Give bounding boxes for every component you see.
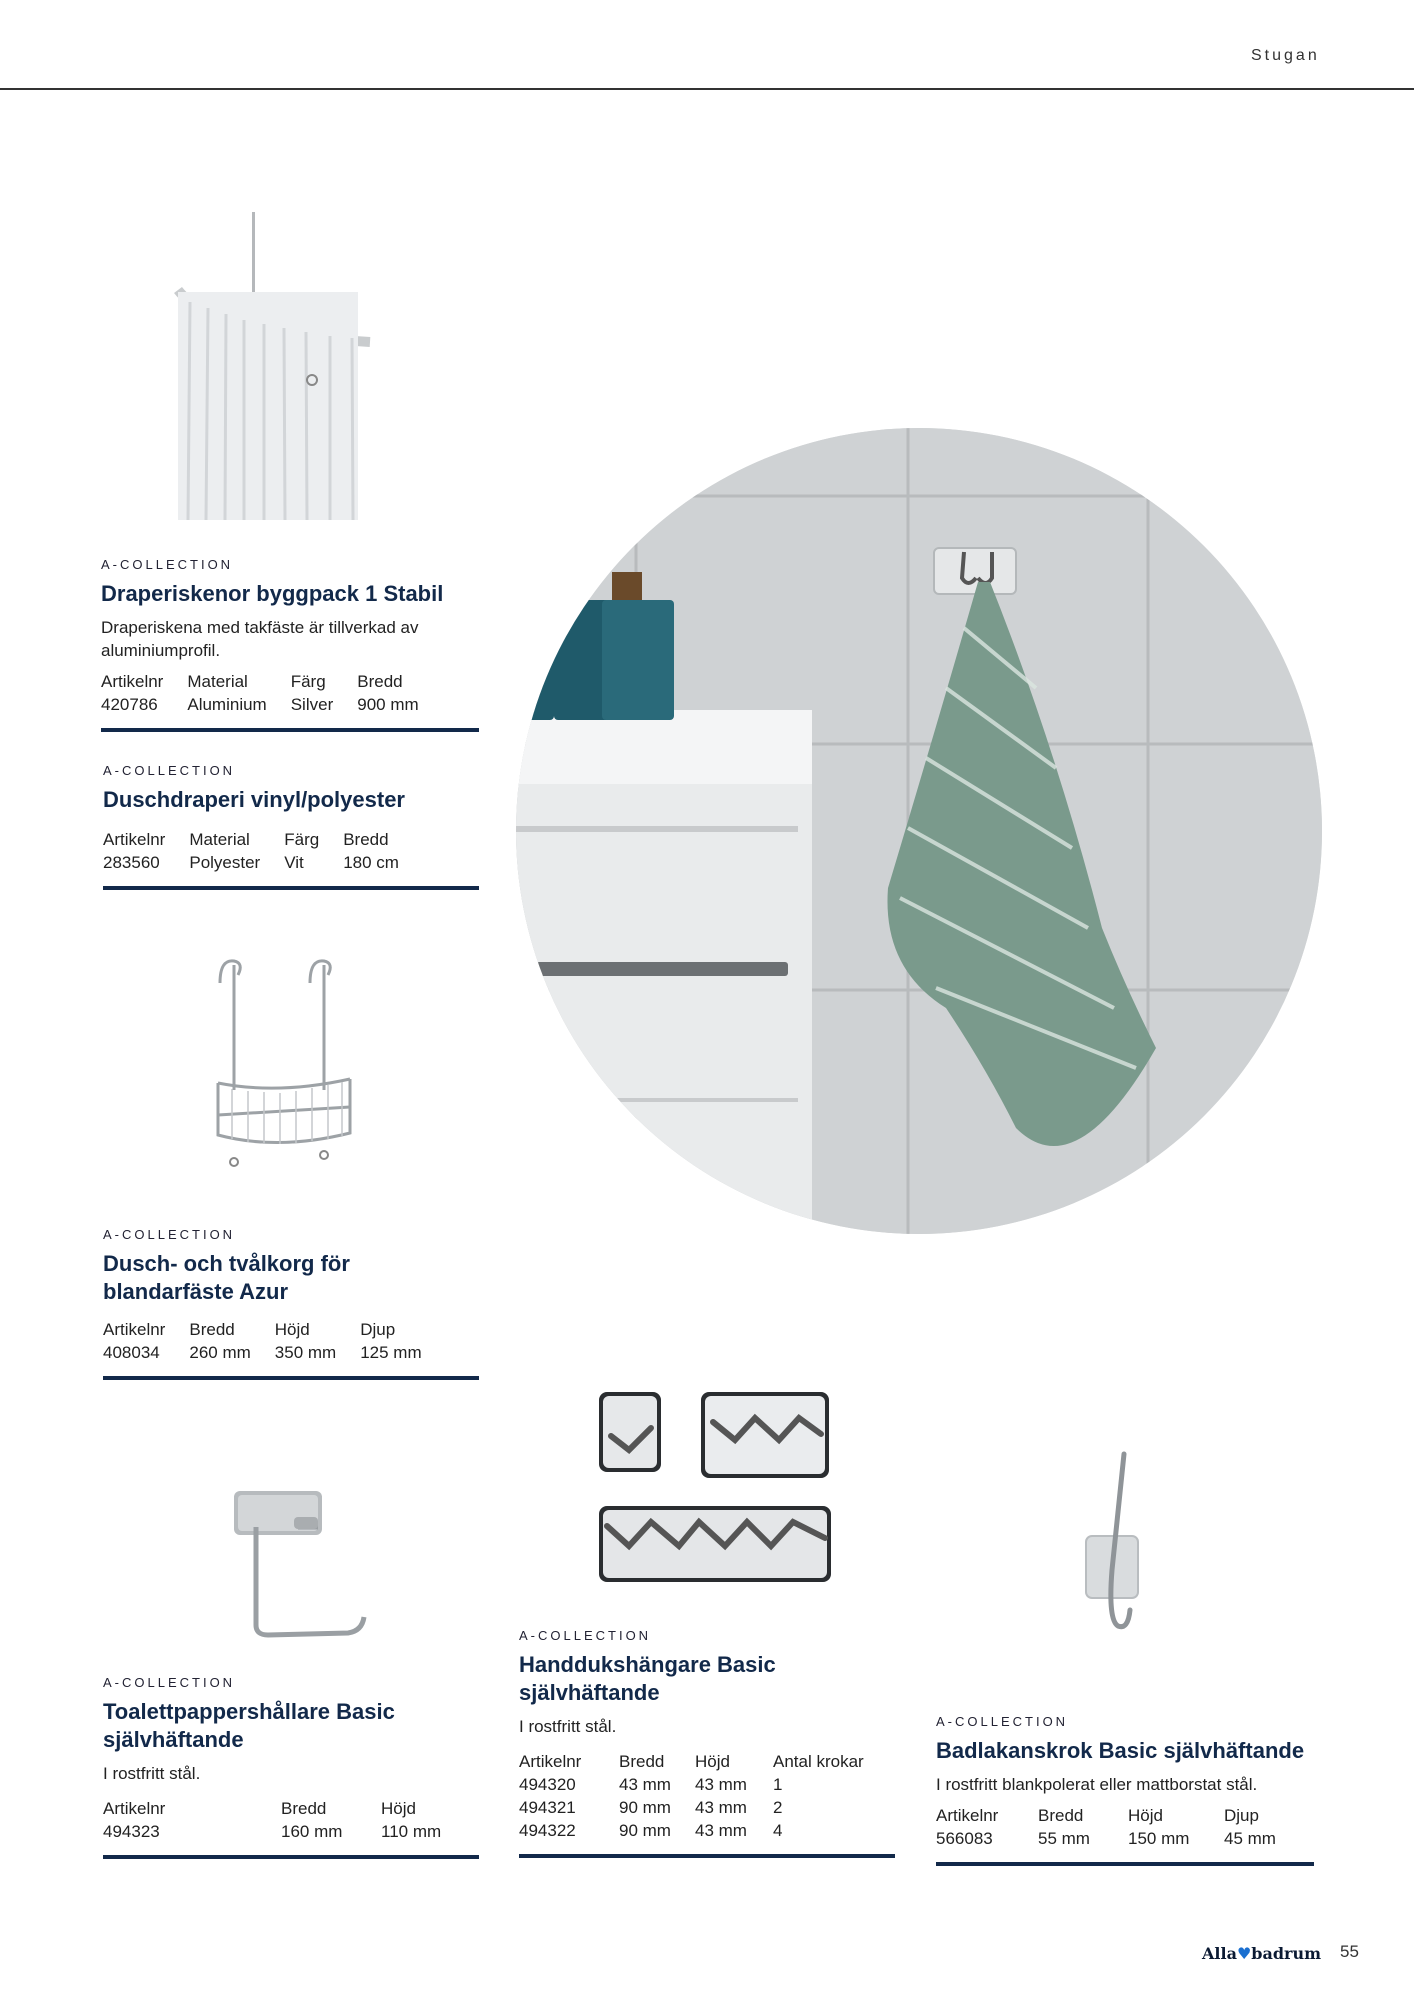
product-divider xyxy=(519,1854,895,1858)
spec-table xyxy=(103,1797,465,1843)
spec-cell: 494323 xyxy=(103,1822,160,1841)
spec-cell: 283560 xyxy=(103,853,160,872)
spec-cell: 494321 xyxy=(519,1798,576,1817)
product-title-line: självhäftande xyxy=(103,1727,244,1752)
spec-cell: 110 mm xyxy=(381,1822,442,1841)
table-row xyxy=(519,1796,888,1819)
spec-cell: 4 xyxy=(773,1821,783,1840)
product-bath-towel-hook xyxy=(936,1714,1314,1866)
spec-header: Artikelnr xyxy=(936,1806,999,1825)
product-title-line: Dusch- och tvålkorg för xyxy=(103,1251,350,1276)
brand-logo-text: badrum xyxy=(1251,1944,1322,1963)
table-row xyxy=(101,693,443,716)
table-row xyxy=(936,1827,1300,1850)
spec-header: Artikelnr xyxy=(103,1320,166,1339)
header-divider xyxy=(0,88,1414,90)
table-row xyxy=(519,1819,888,1842)
spec-header: Färg xyxy=(284,830,320,849)
spec-header: Bredd xyxy=(357,672,403,691)
spec-header: Bredd xyxy=(1038,1806,1084,1825)
bath-towel-hook-image xyxy=(1078,1450,1148,1635)
spec-header: Bredd xyxy=(619,1752,665,1771)
heart-icon: ♥ xyxy=(1236,1944,1252,1963)
spec-cell: 90 mm xyxy=(619,1798,671,1817)
spec-cell: 566083 xyxy=(936,1829,993,1848)
spec-cell: Aluminium xyxy=(187,695,267,714)
towel-hooks-image xyxy=(595,1388,845,1588)
spec-cell: Polyester xyxy=(189,853,261,872)
spec-table xyxy=(519,1750,888,1842)
spec-cell: 43 mm xyxy=(619,1775,671,1794)
product-description: I rostfritt stål. xyxy=(519,1717,617,1736)
collection-label: A-COLLECTION xyxy=(103,1227,236,1242)
shower-basket-image xyxy=(198,955,358,1170)
product-description: I rostfritt stål. xyxy=(103,1764,201,1783)
product-divider xyxy=(103,1855,479,1859)
product-toilet-paper-holder xyxy=(103,1675,479,1859)
collection-label: A-COLLECTION xyxy=(936,1714,1069,1729)
product-title-line: blandarfäste Azur xyxy=(103,1279,289,1304)
spec-header: Artikelnr xyxy=(101,672,164,691)
spec-cell: 90 mm xyxy=(619,1821,671,1840)
table-row xyxy=(103,1341,446,1364)
product-divider xyxy=(101,728,479,732)
spec-header: Bredd xyxy=(343,830,389,849)
spec-cell: 494320 xyxy=(519,1775,576,1794)
curtain-rail-image xyxy=(170,212,380,522)
spec-cell: 2 xyxy=(773,1798,783,1817)
product-title: Badlakanskrok Basic självhäftande xyxy=(936,1738,1305,1763)
product-title-line: Handdukshängare Basic xyxy=(519,1652,776,1677)
spec-header: Bredd xyxy=(189,1320,235,1339)
spec-header: Artikelnr xyxy=(519,1752,582,1771)
spec-cell: Vit xyxy=(284,853,304,872)
spec-cell: 180 cm xyxy=(343,853,399,872)
spec-cell: 1 xyxy=(773,1775,783,1794)
page-section-title: Stugan xyxy=(1251,47,1320,64)
table-row xyxy=(103,1820,465,1843)
spec-cell: Silver xyxy=(290,695,334,714)
product-curtain-rail xyxy=(101,557,479,732)
product-title: Duschdraperi vinyl/polyester xyxy=(103,787,405,812)
spec-cell: 125 mm xyxy=(360,1343,422,1362)
spec-cell: 45 mm xyxy=(1224,1829,1276,1848)
spec-table xyxy=(101,670,443,716)
spec-header: Material xyxy=(189,830,250,849)
spec-cell: 43 mm xyxy=(695,1775,747,1794)
product-divider xyxy=(103,1376,479,1380)
product-towel-hooks xyxy=(519,1628,895,1858)
product-title-line: Toalettpappershållare Basic xyxy=(103,1699,395,1724)
spec-header: Artikelnr xyxy=(103,830,166,849)
spec-cell: 494322 xyxy=(519,1821,576,1840)
spec-header: Höjd xyxy=(695,1752,730,1771)
brand-logo xyxy=(1202,1944,1321,1963)
collection-label: A-COLLECTION xyxy=(103,1675,236,1690)
spec-cell: 350 mm xyxy=(274,1343,337,1362)
product-title: Draperiskenor byggpack 1 Stabil xyxy=(101,581,444,606)
page-number: 55 xyxy=(1340,1942,1359,1961)
spec-header: Antal krokar xyxy=(773,1752,864,1771)
spec-header: Höjd xyxy=(1128,1806,1163,1825)
collection-label: A-COLLECTION xyxy=(519,1628,652,1643)
product-description: I rostfritt blankpolerat eller mattborstat stål. xyxy=(936,1775,1258,1794)
product-title-line: självhäftande xyxy=(519,1680,660,1705)
spec-cell: 160 mm xyxy=(281,1822,343,1841)
product-divider xyxy=(103,886,479,890)
spec-cell: 420786 xyxy=(101,695,158,714)
spec-header: Djup xyxy=(1224,1806,1259,1825)
spec-cell: 260 mm xyxy=(189,1343,251,1362)
spec-cell: 150 mm xyxy=(1128,1829,1190,1848)
spec-cell: 900 mm xyxy=(357,695,419,714)
spec-header: Artikelnr xyxy=(103,1799,166,1818)
spec-header: Djup xyxy=(360,1320,396,1339)
spec-table xyxy=(103,828,423,874)
product-description: Draperiskena med takfäste är tillverkad av aluminiumprofil. xyxy=(101,618,419,660)
spec-header: Färg xyxy=(290,672,326,691)
product-shower-basket xyxy=(103,1227,479,1380)
collection-label: A-COLLECTION xyxy=(101,557,234,572)
table-row xyxy=(103,851,423,874)
spec-cell: 55 mm xyxy=(1038,1829,1090,1848)
brand-logo-text: Alla xyxy=(1202,1944,1237,1963)
product-shower-curtain xyxy=(103,763,479,890)
spec-header: Höjd xyxy=(381,1799,416,1818)
collection-label: A-COLLECTION xyxy=(103,763,236,778)
spec-cell: 408034 xyxy=(103,1343,160,1362)
spec-header: Material xyxy=(187,672,248,691)
bathroom-lifestyle-photo xyxy=(516,428,1322,1234)
spec-cell: 43 mm xyxy=(695,1821,747,1840)
spec-table xyxy=(936,1804,1300,1850)
toilet-paper-holder-image xyxy=(228,1485,373,1640)
table-row xyxy=(519,1773,888,1796)
spec-header: Höjd xyxy=(274,1320,310,1339)
spec-table xyxy=(103,1318,446,1364)
product-divider xyxy=(936,1862,1314,1866)
spec-header: Bredd xyxy=(281,1799,327,1818)
spec-cell: 43 mm xyxy=(695,1798,747,1817)
